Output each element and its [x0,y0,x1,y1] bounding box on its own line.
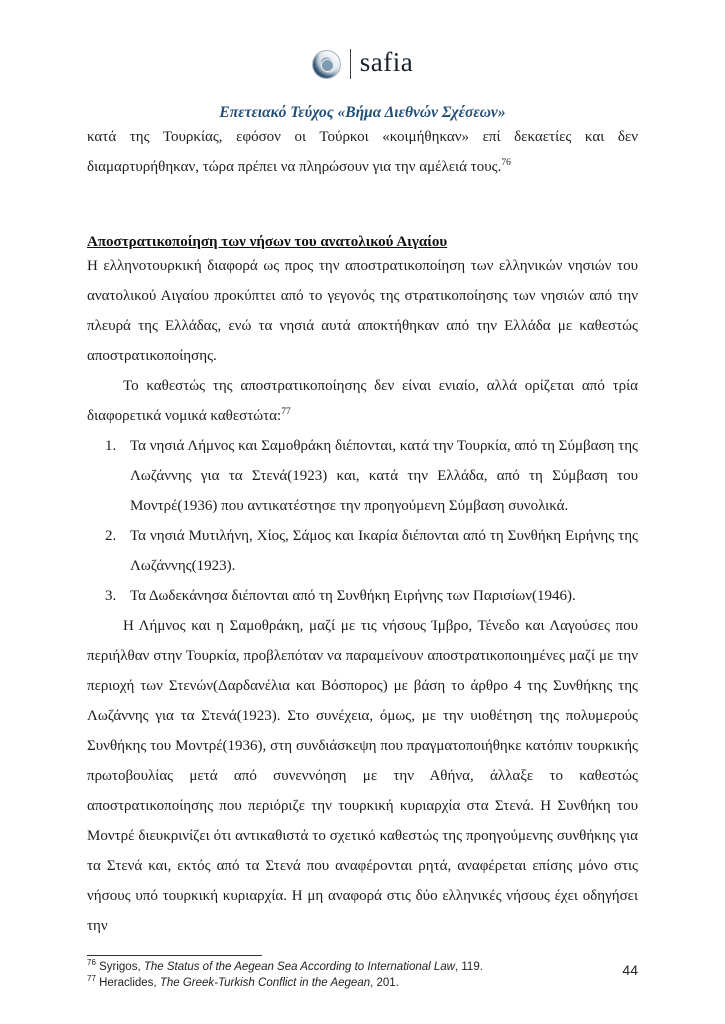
paragraph-demilitarization-intro [87,251,638,371]
logo-brand-text: safia [359,47,414,77]
footnote-page: , 201. [370,976,399,989]
footnote-page: , 119. [455,961,483,973]
paragraph-lemnos-samothrace [87,611,638,941]
footnote-number: 76 [87,958,96,968]
footnote-author: Heraclides, [99,976,160,989]
footnote-title: The Greek-Turkish Conflict in the Aegean [159,976,371,989]
footnote-76 [87,960,638,976]
paragraph-text: Η Λήμνος και η Σαμοθράκη, μαζί με τις νήσους Ίμβρο, Τένεδο και Λαγούσες που περιήλθαν στην Τουρκία, προβλεπόταν να παραμείνουν αποστρατικοποιημένες μαζί με την περιοχή των Στενών(Δαρδανέλια και Βόσπορος) με βάση το άρθρο 4 της Συνθήκης της Λωζάννης για τα Στενά(1923). Στο συνέχεια, όμως, με την υιοθέτηση της πολυμερούς Συνθήκης του Μοντρέ(1936), στη συνδιάσκεψη που πραγματοποιήθηκε κατόπιν τουρκικής πρωτοβουλίας μετά από συνεννόηση με την Αθήνα, άλλαξε το καθεστώς αποστρατικοποίησης που περιόριζε την τουρκική κυριαρχία στα Στενά. Η Συνθήκη του Μοντρέ διευκρινίζει ότι αντικαθιστά το σχετικό καθεστώς της προηγούμενης συνθήκης για τα Στενά και, εκτός από τα Στενά που αναφέρονται ρητά, αναφέρεται επίσης μόνο στις νήσους υπό τουρκική κυριαρχία. Η μη αναφορά στις δύο ελληνικές νήσους έχει οδηγήσει την [87,618,638,934]
paragraph-text: κατά της Τουρκίας, εφόσον οι Τούρκοι «κοιμήθηκαν» επί δεκαετίες και δεν διαμαρτυρήθηκαν, τώρα πρέπει να πληρώσουν για την αμέλειά τους. [87,129,638,175]
section-heading: Αποστρατικοποίηση των νήσων του ανατολικού Αιγαίου [87,234,448,250]
footnotes [87,955,638,991]
footnote-ref-76[interactable]: 76 [501,158,511,168]
list-item [87,581,638,611]
footnote-separator [87,955,262,956]
logo [87,46,638,82]
journal-title: Επετειακό Τεύχος «Βήμα Διεθνών Σχέσεων» [219,104,506,121]
logo-divider [350,49,351,79]
legal-regimes-list [87,431,638,611]
footnote-author: Syrigos, [99,961,144,973]
safia-seal-icon [312,50,341,79]
footnote-ref-77[interactable]: 77 [281,407,291,417]
paragraph-continued [87,122,638,182]
list-item-text: Τα Δωδεκάνησα διέπονται από τη Συνθήκη Ειρήνης των Παρισίων(1946). [130,588,576,604]
paragraph-text: Το καθεστώς της αποστρατικοποίησης δεν είναι ενιαίο, αλλά ορίζεται από τρία διαφορετικά νομικά καθεστώτα: [87,378,638,424]
list-item [87,521,638,581]
paragraph-three-regimes [87,371,638,431]
page-number: 44 [622,962,638,978]
list-item-number: 2. [105,528,117,544]
list-item [87,431,638,521]
footnote-77 [87,973,638,992]
list-item-text: Τα νησιά Λήμνος και Σαμοθράκη διέπονται, κατά την Τουρκία, από τη Σύμβαση της Λωζάννης για τα Στενά(1923) και, κατά την Ελλάδα, από τη Σύμβαση του Μοντρέ(1936) που αντικατέστησε την προηγούμενη Σύμβαση συνολικά. [130,438,638,514]
paragraph-text: Η ελληνοτουρκική διαφορά ως προς την αποστρατικοποίηση των ελληνικών νησιών του ανατολικού Αιγαίου προκύπτει από το γεγονός της στρατικοποίησης των νησιών από την πλευρά της Ελλάδας, ενώ τα νησιά αυτά αποκτήθηκαν από την Ελλάδα με καθεστώς αποστρατικοποίησης. [87,258,638,364]
footnote-number: 77 [87,973,96,983]
list-item-number: 3. [105,588,117,604]
footnote-title: The Status of the Aegean Sea According to International Law [143,961,455,973]
list-item-number: 1. [105,438,117,454]
list-item-text: Τα νησιά Μυτιλήνη, Χίος, Σάμος και Ικαρία διέπονται από τη Συνθήκη Ειρήνης της Λωζάννης(1923). [130,528,638,574]
